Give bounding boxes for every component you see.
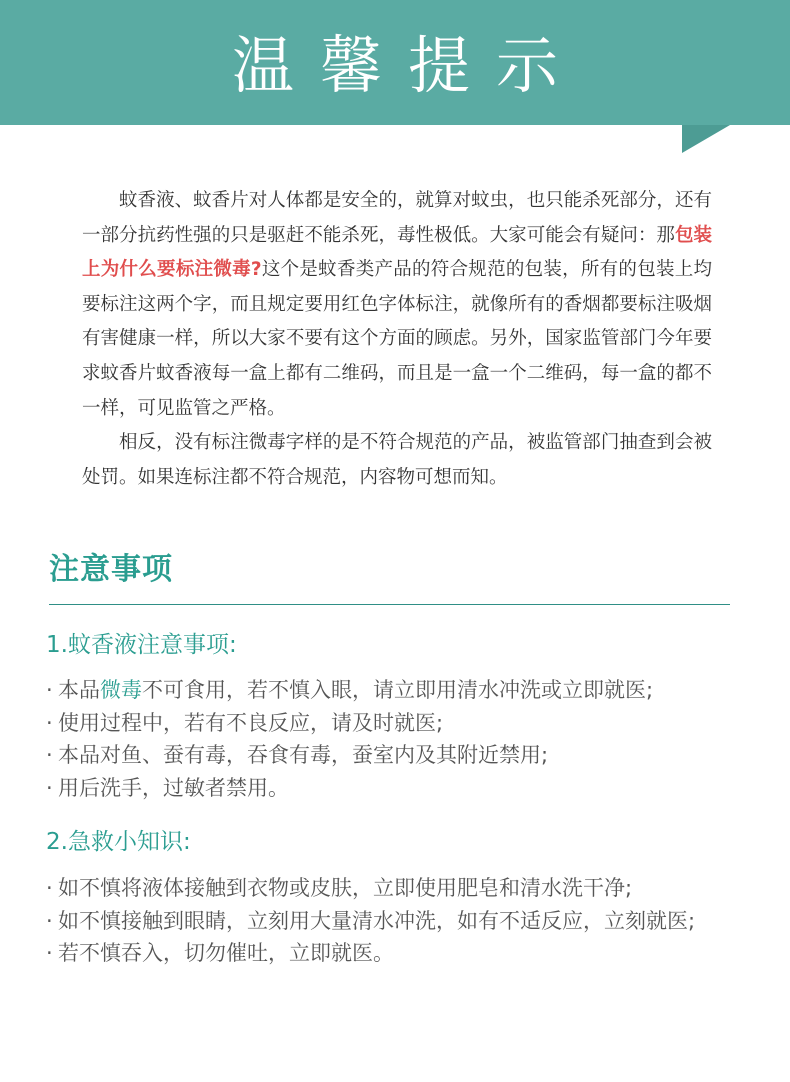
intro-text-b: 这个是蚊香类产品的符合规范的包装，所有的包装上均要标注这两个字，而且规定要用红色字体标注，就像所有的香烟都要标注吸烟有害健康一样，所以大家不要有这个方面的顾虑。另外，国家监管部门今年要求蚊香片蚊香液每一盒上都有二维码，而且是一盒一个二维码，每一盒的都不一样，可见监管之严格。 [82, 259, 712, 419]
intro-paragraph-2: 相反，没有标注微毒字样的是不符合规范的产品，被监管部门抽查到会被处罚。如果连标注都不符合规范，内容物可想而知。 [82, 432, 712, 488]
page-title: 温馨提示 [231, 29, 584, 102]
list-item: · 如不慎接触到眼睛，立刻用大量清水冲洗，如有不适反应，立刻就医; [46, 905, 736, 938]
list-item-text-a: 本品 [58, 678, 100, 702]
section-divider [49, 604, 730, 605]
warning-highlight: 包装上为什么要标注微毒? [82, 224, 712, 281]
notice-title: 注意事项 [49, 552, 173, 587]
intro-text-a: 蚊香液、蚊香片对人体都是安全的，就算对蚊虫，也只能杀死部分，还有一部分抗药性强的只是驱赶不能杀死，毒性极低。大家可能会有疑问：那 [82, 190, 712, 246]
list-item-text-b: 不可食用，若不慎入眼，请立即用清水冲洗或立即就医; [142, 678, 654, 702]
list-item: · 使用过程中，若有不良反应，请及时就医; [46, 707, 746, 740]
header-banner [0, 0, 790, 125]
banner-fold [682, 125, 730, 153]
list-item-highlight: 微毒 [100, 678, 142, 702]
list-item: · 如不慎将液体接触到衣物或皮肤，立即使用肥皂和清水洗干净; [46, 872, 736, 905]
section1-title: 1.蚊香液注意事项: [46, 632, 237, 658]
list-item: · 用后洗手，过敏者禁用。 [46, 772, 746, 805]
intro-paragraph-1 [82, 184, 712, 426]
list-item: · 若不慎吞入，切勿催吐，立即就医。 [46, 937, 736, 970]
intro-text [82, 184, 712, 495]
section2-title: 2.急救小知识: [46, 829, 191, 855]
section1-list [46, 674, 746, 804]
list-item [46, 674, 746, 707]
list-item: · 本品对鱼、蚕有毒，吞食有毒，蚕室内及其附近禁用; [46, 739, 746, 772]
section2-list [46, 872, 736, 970]
